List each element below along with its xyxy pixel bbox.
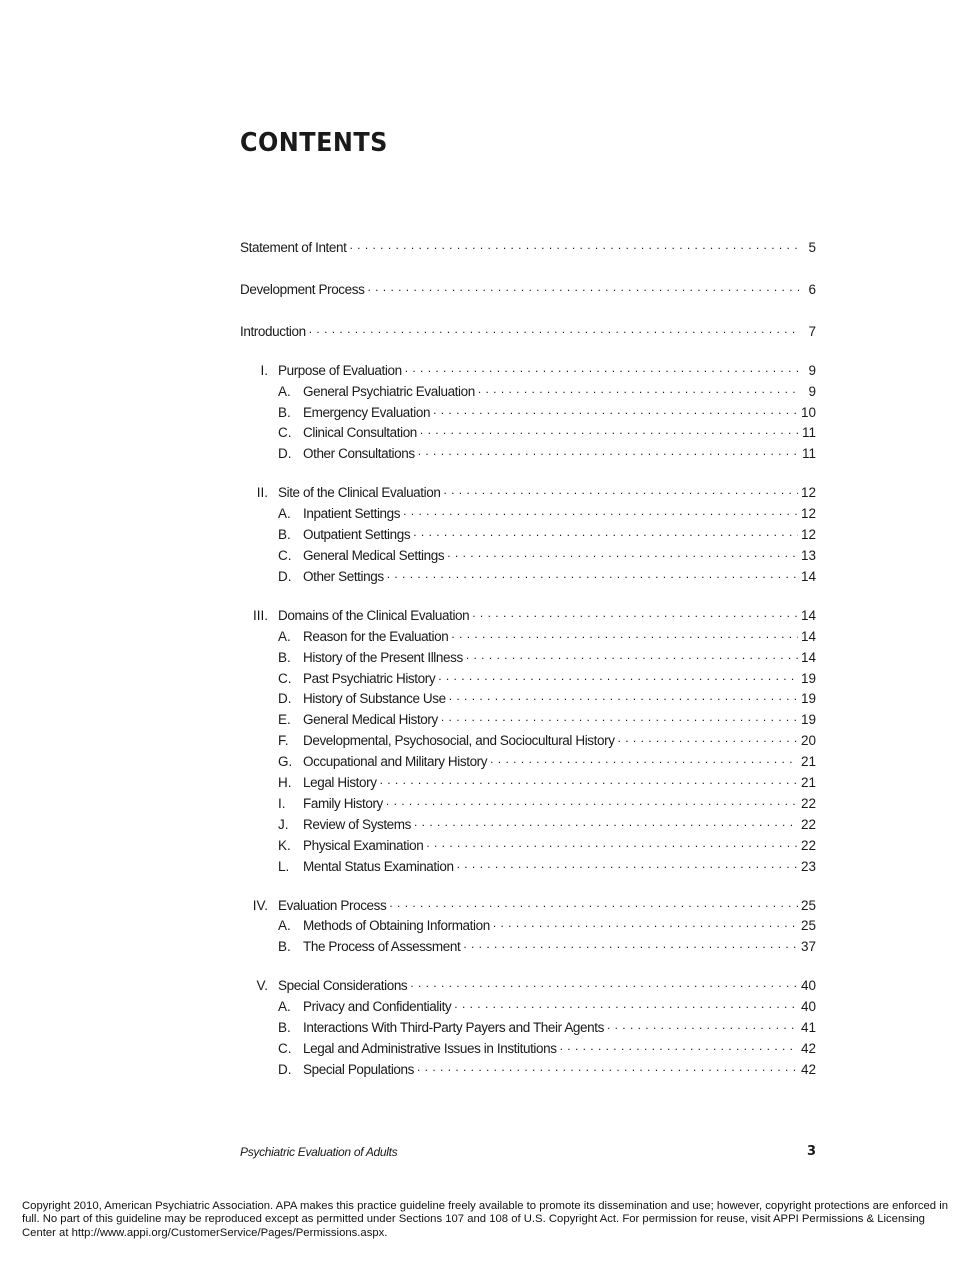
- toc-entry-number: B.: [278, 527, 291, 543]
- toc-entry-number: B.: [278, 939, 291, 955]
- toc-entry-label: General Psychiatric Evaluation: [303, 383, 475, 399]
- toc-entry-page: 12: [800, 527, 816, 543]
- toc-entry-page: 42: [800, 1061, 816, 1077]
- toc-entry-page: 11: [801, 446, 816, 462]
- toc-entry-number: A.: [278, 999, 291, 1015]
- toc-entry-page: 14: [800, 628, 816, 644]
- toc-leader-dots: [403, 501, 798, 515]
- toc-entry: [240, 1060, 816, 1081]
- toc-entry-label: History of Substance Use: [303, 691, 446, 707]
- toc-entry-page: 13: [800, 547, 816, 563]
- toc-leader-dots: [386, 791, 798, 805]
- toc-entry-label: Review of Systems: [303, 816, 411, 832]
- toc-entry-label: Site of the Clinical Evaluation: [278, 485, 441, 501]
- toc-entry-page: 41: [800, 1020, 816, 1036]
- page-title: CONTENTS: [240, 128, 388, 158]
- toc-leader-dots: [449, 686, 798, 700]
- toc-leader-dots: [309, 319, 799, 333]
- toc-entry-page: 21: [800, 754, 816, 770]
- toc-entry-page: 14: [800, 568, 816, 584]
- toc-entry-number: J.: [278, 816, 289, 832]
- toc-leader-dots: [560, 1036, 798, 1050]
- toc-entry-number: I.: [278, 795, 286, 811]
- table-of-contents: [240, 238, 816, 1081]
- toc-entry-number: II.: [256, 485, 268, 501]
- toc-entry-number: D.: [278, 691, 292, 707]
- toc-entry-label: Reason for the Evaluation: [303, 628, 449, 644]
- toc-leader-dots: [447, 543, 798, 557]
- toc-entry-label: Development Process: [240, 281, 365, 297]
- toc-entry-page: 42: [800, 1041, 816, 1056]
- toc-entry-number: B.: [278, 649, 291, 665]
- toc-leader-dots: [478, 379, 799, 393]
- toc-entry-page: 19: [800, 670, 816, 686]
- toc-leader-dots: [433, 400, 798, 414]
- toc-entry: [240, 322, 816, 343]
- toc-entry-number: H.: [278, 775, 292, 791]
- toc-leader-dots: [367, 277, 799, 291]
- toc-leader-dots: [493, 913, 798, 927]
- toc-leader-dots: [417, 1057, 798, 1071]
- toc-leader-dots: [438, 666, 798, 680]
- toc-entry-page: 21: [800, 775, 816, 791]
- toc-entry-page: 19: [800, 712, 816, 728]
- toc-entry-number: I.: [260, 362, 268, 378]
- toc-entry-number: E.: [278, 712, 291, 728]
- toc-entry-number: L.: [278, 858, 290, 874]
- toc-entry-page: 20: [800, 733, 816, 749]
- toc-entry-page: 14: [800, 649, 816, 665]
- toc-entry-page: 22: [800, 795, 816, 811]
- toc-entry-label: Inpatient Settings: [303, 506, 401, 522]
- toc-entry-number: D.: [278, 568, 292, 584]
- toc-entry-label: Occupational and Military History: [303, 754, 488, 770]
- toc-entry-number: B.: [278, 404, 291, 420]
- toc-leader-dots: [418, 441, 799, 455]
- copyright-notice: Copyright 2010, American Psychiatric Association. APA makes this practice guideline freely available to promote its dissemination and use; however, copyright protections are enforced in full. No part of this guideline may be reproduced except as permitted under Sections 107 and 108 of U.S. Copyright Act. For permission for reuse, visit APPI Permissions & Licensing Center at http://www.appi.org/CustomerService/Pages/Permissions.aspx.: [22, 1200, 948, 1239]
- toc-leader-dots: [426, 833, 798, 847]
- toc-entry-number: B.: [278, 1020, 291, 1036]
- toc-entry-label: Privacy and Confidentiality: [303, 999, 452, 1015]
- toc-leader-dots: [607, 1015, 798, 1029]
- toc-entry-number: K.: [278, 837, 291, 853]
- toc-leader-dots: [387, 564, 798, 578]
- toc-entry-label: History of the Present Illness: [303, 649, 463, 665]
- toc-entry-number: C.: [278, 547, 292, 563]
- toc-entry: [240, 238, 816, 259]
- toc-entry-number: III.: [252, 607, 268, 623]
- toc-leader-dots: [405, 358, 799, 372]
- toc-entry-number: A.: [278, 506, 291, 522]
- toc-entry-page: 23: [800, 858, 816, 874]
- toc-entry-number: A.: [278, 918, 291, 934]
- toc-entry: [240, 444, 816, 465]
- toc-leader-dots: [413, 522, 798, 536]
- toc-entry-number: F.: [278, 733, 289, 749]
- toc-entry-label: General Medical Settings: [303, 547, 445, 563]
- toc-entry-label: General Medical History: [303, 712, 438, 728]
- toc-entry-number: D.: [278, 1061, 292, 1077]
- toc-leader-dots: [441, 707, 798, 721]
- toc-entry-page: 22: [800, 816, 816, 832]
- toc-entry-label: Purpose of Evaluation: [278, 362, 402, 378]
- toc-leader-dots: [454, 994, 798, 1008]
- toc-leader-dots: [349, 235, 799, 249]
- toc-entry-number: A.: [278, 628, 291, 644]
- toc-entry-label: Legal and Administrative Issues in Institutions: [303, 1041, 557, 1056]
- toc-entry-label: Interactions With Third-Party Payers and Their Agents: [303, 1020, 604, 1036]
- toc-entry-label: Statement of Intent: [240, 240, 347, 255]
- toc-leader-dots: [472, 603, 798, 617]
- toc-entry-number: IV.: [252, 897, 268, 913]
- toc-entry-number: A.: [278, 383, 291, 399]
- toc-leader-dots: [463, 934, 798, 948]
- toc-entry: [240, 857, 816, 878]
- toc-entry-page: 12: [800, 485, 816, 501]
- toc-leader-dots: [457, 854, 798, 868]
- toc-leader-dots: [490, 749, 798, 763]
- toc-leader-dots: [618, 728, 798, 742]
- toc-leader-dots: [410, 973, 798, 987]
- footer-title: Psychiatric Evaluation of Adults: [240, 1145, 398, 1159]
- toc-entry-label: Legal History: [303, 775, 377, 791]
- toc-entry-number: C.: [278, 670, 292, 686]
- toc-leader-dots: [466, 645, 798, 659]
- toc-entry-page: 5: [808, 240, 816, 255]
- toc-entry-label: Past Psychiatric History: [303, 670, 436, 686]
- toc-entry-label: Other Consultations: [303, 446, 415, 462]
- toc-leader-dots: [389, 893, 798, 907]
- toc-entry-number: C.: [278, 425, 292, 441]
- toc-entry-label: Emergency Evaluation: [303, 404, 431, 420]
- toc-entry-page: 22: [800, 837, 816, 853]
- toc-entry: [240, 280, 816, 301]
- toc-entry-label: Special Considerations: [278, 978, 408, 994]
- toc-leader-dots: [420, 420, 799, 434]
- toc-entry-number: D.: [278, 446, 292, 462]
- footer-page-number: 3: [806, 1144, 816, 1159]
- toc-entry-page: 11: [801, 425, 816, 441]
- toc-entry-page: 25: [800, 918, 816, 934]
- toc-entry-label: Evaluation Process: [278, 897, 387, 913]
- toc-entry: [240, 567, 816, 588]
- toc-entry-page: 40: [800, 999, 816, 1015]
- toc-entry-number: V.: [256, 978, 268, 994]
- toc-entry-page: 9: [808, 383, 816, 399]
- toc-entry-label: Developmental, Psychosocial, and Sociocultural History: [303, 733, 615, 749]
- toc-entry-page: 37: [800, 939, 816, 955]
- toc-entry-label: Physical Examination: [303, 837, 424, 853]
- toc-entry-page: 19: [800, 691, 816, 707]
- toc-entry-page: 25: [800, 897, 816, 913]
- toc-entry-label: Other Settings: [303, 568, 384, 584]
- toc-entry-label: Introduction: [240, 323, 306, 339]
- toc-leader-dots: [451, 624, 798, 638]
- toc-entry-page: 10: [800, 404, 816, 420]
- toc-entry-page: 6: [808, 281, 816, 297]
- toc-entry-label: The Process of Assessment: [303, 939, 461, 955]
- toc-entry-label: Clinical Consultation: [303, 425, 417, 441]
- toc-entry-number: G.: [278, 754, 293, 770]
- toc-entry-page: 40: [800, 978, 816, 994]
- toc-entry-page: 9: [808, 362, 816, 378]
- toc-leader-dots: [443, 480, 798, 494]
- toc-entry-page: 12: [800, 506, 816, 522]
- toc-entry-label: Domains of the Clinical Evaluation: [278, 607, 470, 623]
- toc-entry-label: Outpatient Settings: [303, 527, 411, 543]
- toc-entry-page: 7: [808, 323, 816, 339]
- toc-entry-label: Mental Status Examination: [303, 858, 454, 874]
- toc-entry-label: Family History: [303, 795, 383, 811]
- toc-entry-label: Special Populations: [303, 1061, 414, 1077]
- toc-entry-number: C.: [278, 1041, 292, 1056]
- toc-leader-dots: [414, 812, 798, 826]
- toc-entry-page: 14: [800, 607, 816, 623]
- toc-entry: [240, 937, 816, 958]
- toc-leader-dots: [380, 770, 798, 784]
- toc-entry-label: Methods of Obtaining Information: [303, 918, 490, 934]
